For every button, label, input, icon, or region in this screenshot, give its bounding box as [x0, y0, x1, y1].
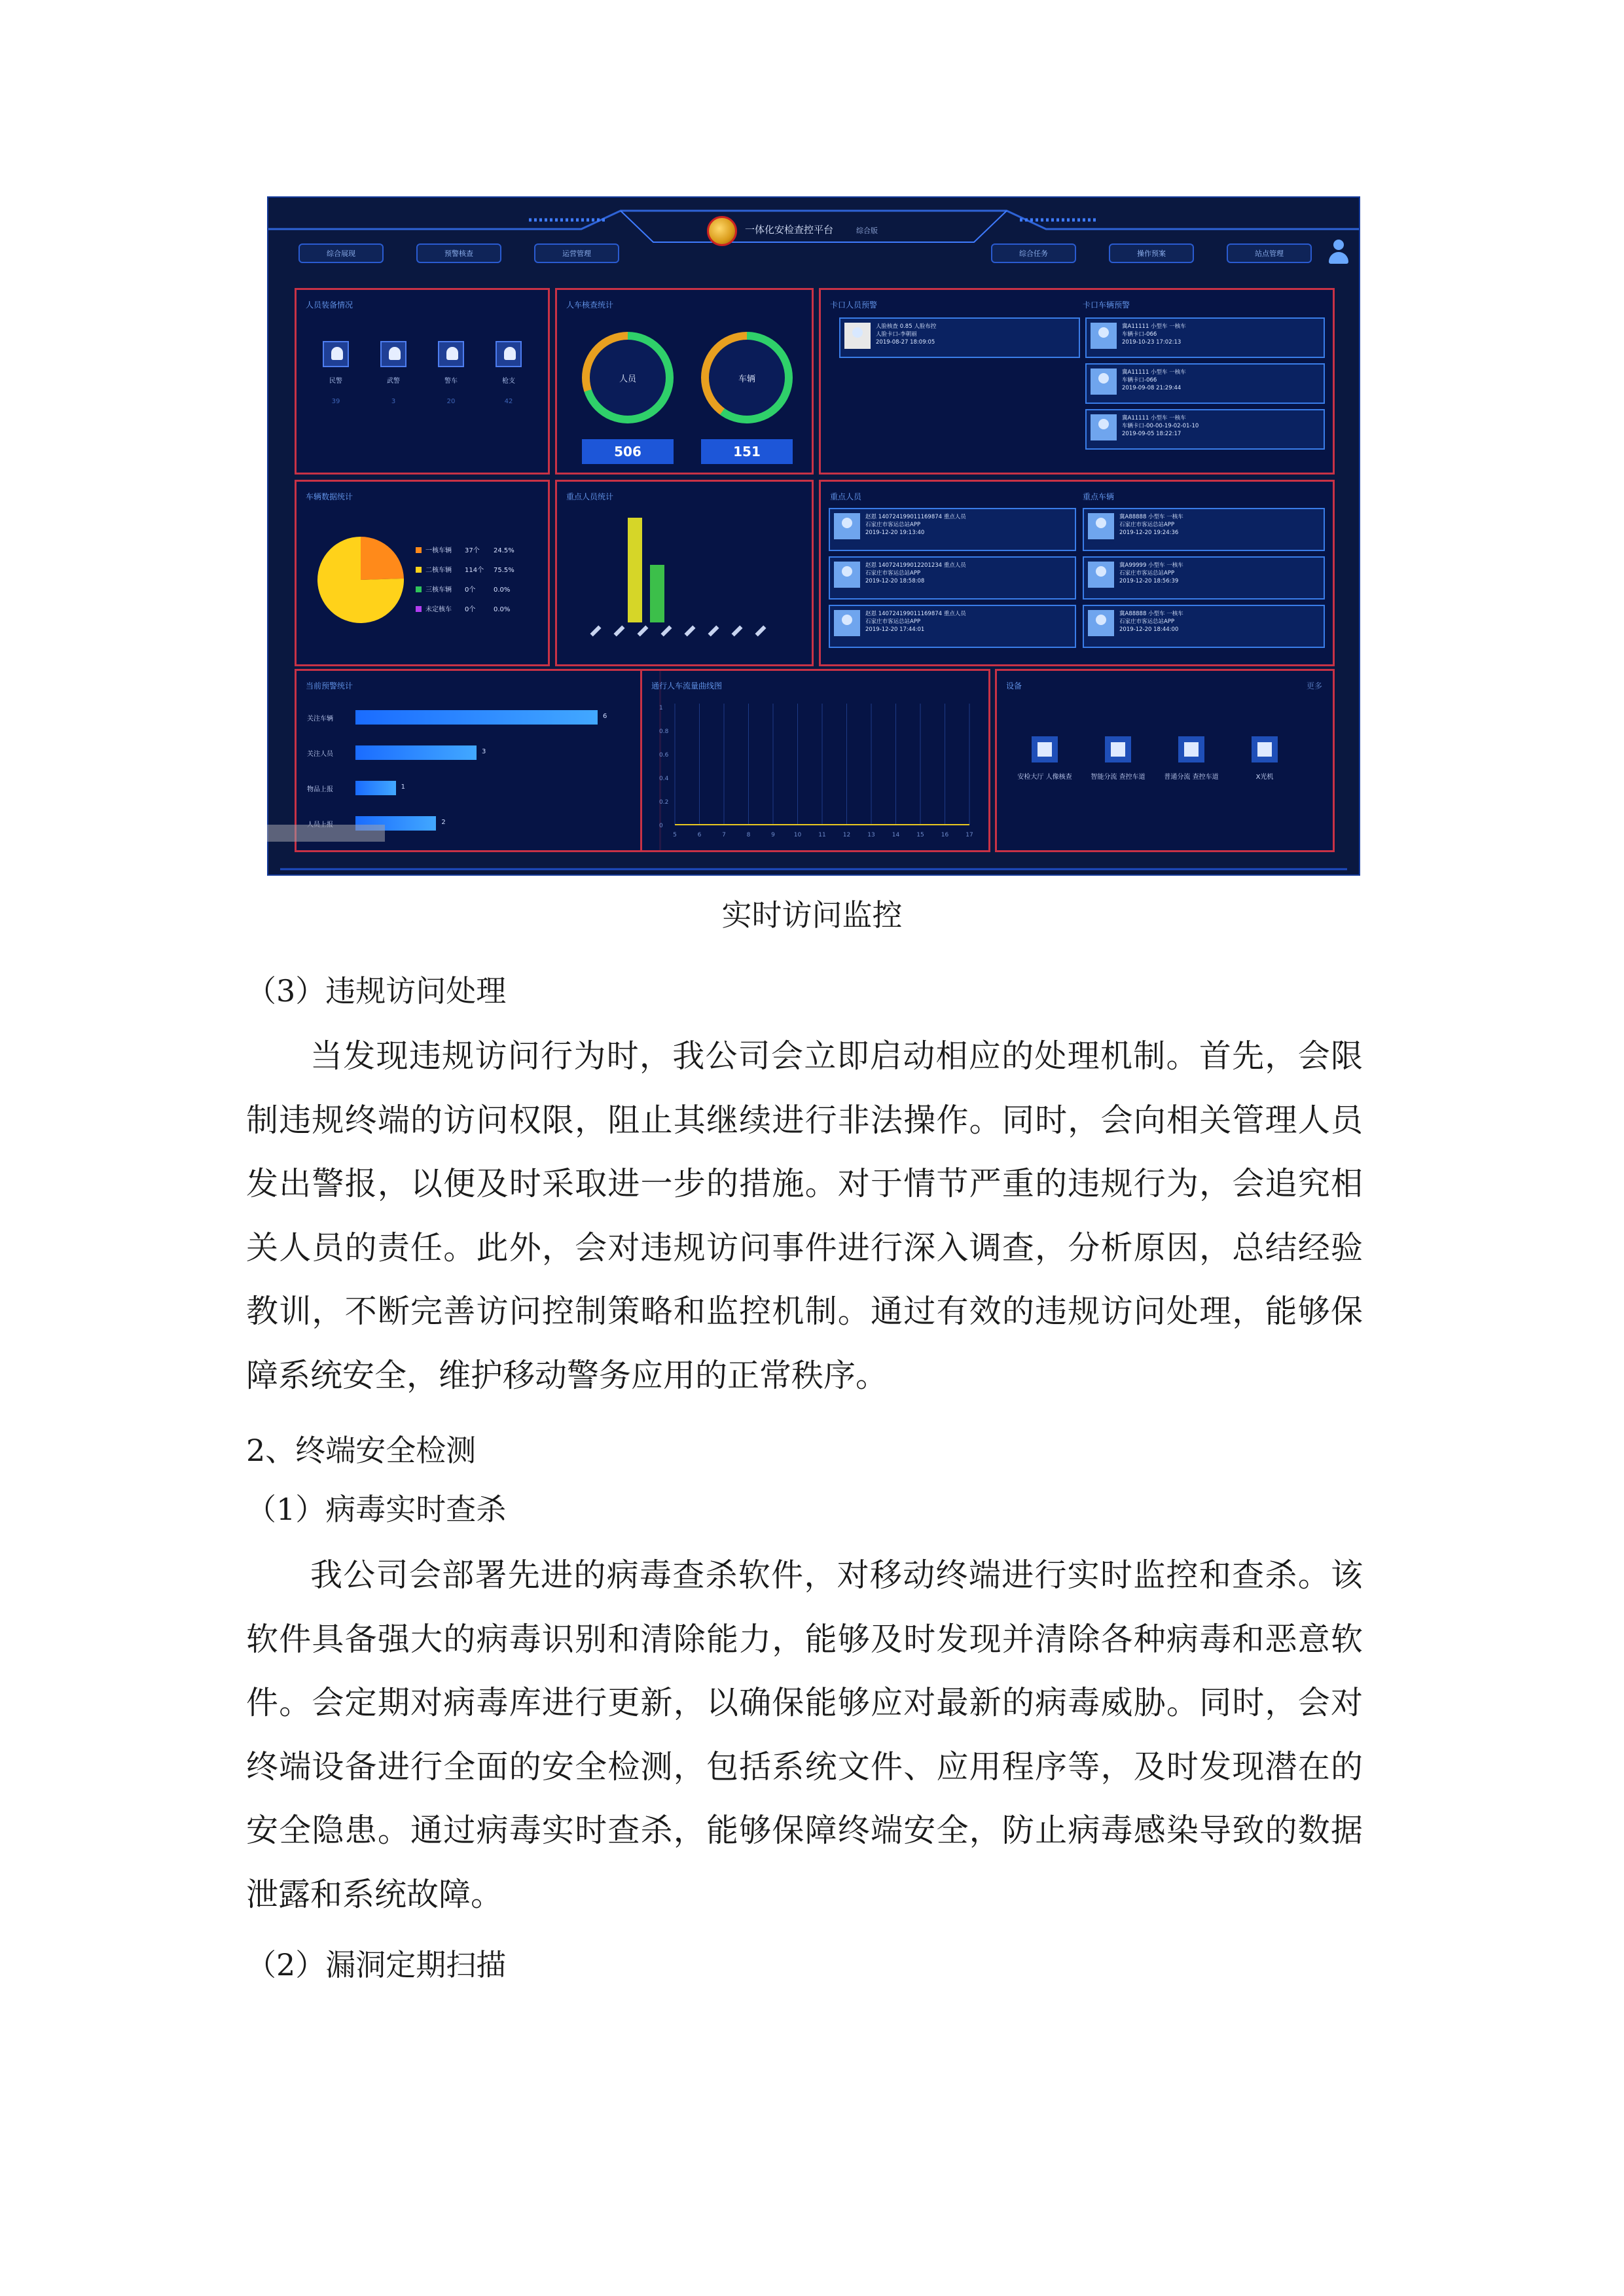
police-icon: [323, 341, 349, 367]
x-tick-label: 14: [892, 832, 900, 838]
axis-tick-label: [614, 626, 625, 637]
checkpoint-vehicle-card[interactable]: 冀A11111 小型车 一核车 车辆卡口-066 2019-10-23 17:02:13: [1085, 317, 1325, 358]
legend-item: 二核车辆 114个 75.5%: [416, 564, 514, 574]
alert-bar-label: 关注车辆: [307, 715, 333, 723]
panel-title: 重点人员统计: [566, 492, 614, 501]
alert-bar: [355, 781, 396, 795]
gun-icon: [496, 341, 522, 367]
more-link[interactable]: 更多: [1306, 681, 1322, 691]
stat-police-car: 警车 20: [438, 341, 464, 405]
panel-subtitle: 卡口车辆预警: [1083, 300, 1130, 310]
taskbar-overlay: [267, 825, 385, 842]
focus-person-card[interactable]: 赵恩 140724199011169874 重点人员 石家庄市客运总站APP 2019-12-20 17:44:01: [829, 605, 1076, 648]
alert-bar: [355, 710, 598, 725]
axis-tick-label: [708, 626, 719, 637]
equipment-item[interactable]: X光机: [1235, 736, 1294, 782]
panel-title: 通行人车流量曲线图: [651, 681, 723, 691]
user-icon[interactable]: [1327, 240, 1350, 266]
checkpoint-vehicle-card[interactable]: 冀A11111 小型车 一核车 车辆卡口-00-00-19-02-01-10 2019-09-05 18:22:17: [1085, 409, 1325, 450]
header-subtitle: 综合版: [856, 226, 878, 235]
vehicle-ring: 车辆: [701, 332, 793, 423]
equipment-item[interactable]: 安检大厅 人像核查: [1015, 736, 1074, 782]
paragraph: 当发现违规访问行为时，我公司会立即启动相应的处理机制。首先，会限制违规终端的访问权限，阻止其继续进行非法操作。同时，会向相关管理人员发出警报，以便及时采取进一步的措施。对于情节严重的违规行为，会追究相关人员的责任。此外，会对违规访问事件进行深入调查，分析原因，总结经验教训，不断完善访问控制策略和监控机制。通过有效的违规访问处理，能够保障系统安全，维护移动警务应用的正常秩序。: [246, 1037, 1363, 1394]
focus-vehicle-card[interactable]: 冀A88888 小型车 一核车 石家庄市客运总站APP 2019-12-20 19:24:36: [1083, 508, 1325, 551]
panel-checkpoint: [819, 288, 1335, 475]
y-tick-label: 0.6: [659, 752, 669, 759]
section-heading: （3）违规访问处理: [246, 973, 507, 1009]
axis-tick-label: [638, 626, 649, 637]
axis-tick-label: [685, 626, 696, 637]
x-tick-label: 12: [842, 832, 851, 838]
y-tick-label: 0: [659, 823, 663, 829]
focus-vehicle-card[interactable]: 冀A88888 小型车 一核车 石家庄市客运总站APP 2019-12-20 18:44:00: [1083, 605, 1325, 648]
nav-tab-4[interactable]: 综合任务: [991, 243, 1076, 263]
bar: [650, 565, 664, 622]
x-tick-label: 7: [722, 832, 726, 838]
x-tick-label: 10: [793, 832, 802, 838]
police-badge-icon: [707, 216, 737, 246]
panel-equipment: [995, 669, 1335, 852]
person-count: 506: [582, 439, 674, 464]
header-title: 一体化安检查控平台: [745, 224, 834, 236]
panel-vehicle-type: [295, 480, 550, 666]
x-tick-label: 8: [746, 832, 751, 838]
axis-tick-label: [755, 626, 767, 637]
stat-armed-police: 武警 3: [380, 341, 406, 405]
section-heading: （1）病毒实时查杀: [246, 1492, 507, 1527]
panel-title: 人员装备情况: [306, 300, 353, 310]
section-heading: （2）漏洞定期扫描: [246, 1947, 507, 1982]
panel-title: 车辆数据统计: [306, 492, 353, 501]
nav-tab-2[interactable]: 预警核查: [416, 243, 501, 263]
panel-title: 重点人员: [830, 492, 862, 501]
y-tick-label: 0.4: [659, 776, 669, 782]
checkpoint-vehicle-card[interactable]: 冀A11111 小型车 一核车 车辆卡口-066 2019-09-08 21:29:44: [1085, 363, 1325, 404]
police-car-icon: [438, 341, 464, 367]
alert-bar-value: 6: [603, 713, 607, 720]
focus-person-card[interactable]: 赵恩 140724199011169874 重点人员 石家庄市客运总站APP 2019-12-20 19:13:40: [829, 508, 1076, 551]
x-tick-label: 9: [771, 832, 775, 838]
nav-tab-3[interactable]: 运营管理: [534, 243, 619, 263]
panel-subtitle: 重点车辆: [1083, 492, 1115, 501]
avatar-icon: [834, 562, 860, 588]
alert-bar-value: 2: [441, 819, 446, 826]
person-ring: 人员: [582, 332, 674, 423]
panel-key-persons: [555, 480, 814, 666]
stat-gun: 枪支 42: [496, 341, 522, 405]
equipment-item[interactable]: 智能分流 查控车道: [1089, 736, 1147, 782]
panel-title: 当前预警统计: [306, 681, 353, 691]
y-tick-label: 0.2: [659, 799, 669, 806]
focus-person-card[interactable]: 赵恩 140724199012201234 重点人员 石家庄市客运总站APP 2019-12-20 18:58:08: [829, 556, 1076, 600]
checkpoint-person-card[interactable]: 人脸核查 0.85 人脸布控 人脸卡口-李朝丽 2019-08-27 18:09:05: [839, 317, 1080, 358]
avatar-icon: [1091, 414, 1117, 440]
axis-tick-label: [590, 626, 602, 637]
x-tick-label: 15: [916, 832, 924, 838]
bar: [628, 518, 642, 622]
panel-title: 设备: [1006, 681, 1022, 691]
alert-bar-label: 物品上报: [307, 786, 333, 793]
vehicle-pie-chart: [315, 534, 406, 626]
paragraph: 我公司会部署先进的病毒查杀软件，对移动终端进行实时监控和查杀。该软件具备强大的病毒识别和清除能力，能够及时发现并清除各种病毒和恶意软件。会定期对病毒库进行更新，以确保能够应对最新的病毒威胁。同时，会对终端设备进行全面的安全检测，包括系统文件、应用程序等，及时发现潜在的安全隐患。通过病毒实时查杀，能够保障终端安全，防止病毒感染导致的数据泄露和系统故障。: [246, 1556, 1363, 1913]
alert-bar-value: 1: [401, 783, 406, 791]
stat-police: 民警 39: [323, 341, 349, 405]
nav-tab-6[interactable]: 站点管理: [1227, 243, 1312, 263]
y-tick-label: 1: [659, 705, 663, 711]
x-tick-label: 11: [818, 832, 826, 838]
face-photo: [844, 323, 871, 349]
focus-vehicle-card[interactable]: 冀A99999 小型车 一核车 石家庄市客运总站APP 2019-12-20 18:56:39: [1083, 556, 1325, 600]
x-tick-label: 16: [941, 832, 949, 838]
avatar-icon: [1091, 323, 1117, 349]
y-tick-label: 0.8: [659, 728, 669, 735]
camera-icon: [1032, 736, 1058, 762]
avatar-icon: [834, 513, 860, 539]
panel-title: 卡口人员预警: [830, 300, 878, 310]
alert-bar-label: 关注人员: [307, 751, 333, 758]
x-tick-label: 5: [673, 832, 677, 838]
avatar-icon: [1088, 610, 1114, 636]
panel-focus: [819, 480, 1335, 666]
terminal-icon: [1178, 736, 1204, 762]
panel-title: 人车核查统计: [566, 300, 614, 310]
nav-tab-5[interactable]: 操作预案: [1109, 243, 1194, 263]
key-persons-bar-chart: [557, 495, 812, 658]
legend-item: 未定核车 0个 0.0%: [416, 603, 510, 613]
figure-caption: 实时访问监控: [721, 897, 903, 933]
nav-tab-1[interactable]: 综合展现: [298, 243, 384, 263]
panel-flow: [640, 669, 990, 852]
dashboard-screenshot: [267, 196, 1360, 876]
axis-tick-label: [732, 626, 743, 637]
vehicle-count: 151: [701, 439, 793, 464]
legend-item: 三核车辆 0个 0.0%: [416, 584, 510, 594]
avatar-icon: [834, 610, 860, 636]
alert-bar-value: 3: [482, 748, 486, 755]
avatar-icon: [1088, 513, 1114, 539]
gate-icon: [1105, 736, 1131, 762]
section-heading: 2、终端安全检测: [246, 1433, 477, 1468]
flow-line-chart: [642, 671, 992, 854]
legend-item: 一核车辆 37个 24.5%: [416, 545, 514, 554]
avatar-icon: [1088, 562, 1114, 588]
x-tick-label: 6: [697, 832, 702, 838]
panel-person-vehicle: [555, 288, 814, 475]
armed-police-icon: [380, 341, 406, 367]
x-tick-label: 13: [867, 832, 875, 838]
panel-personnel: [295, 288, 550, 475]
x-tick-label: 17: [965, 832, 973, 838]
equipment-item[interactable]: 普通分流 查控车道: [1162, 736, 1221, 782]
avatar-icon: [1091, 368, 1117, 395]
axis-tick-label: [661, 626, 672, 637]
pie-slice: [361, 537, 404, 580]
alert-bar: [355, 745, 477, 760]
xray-icon: [1252, 736, 1278, 762]
